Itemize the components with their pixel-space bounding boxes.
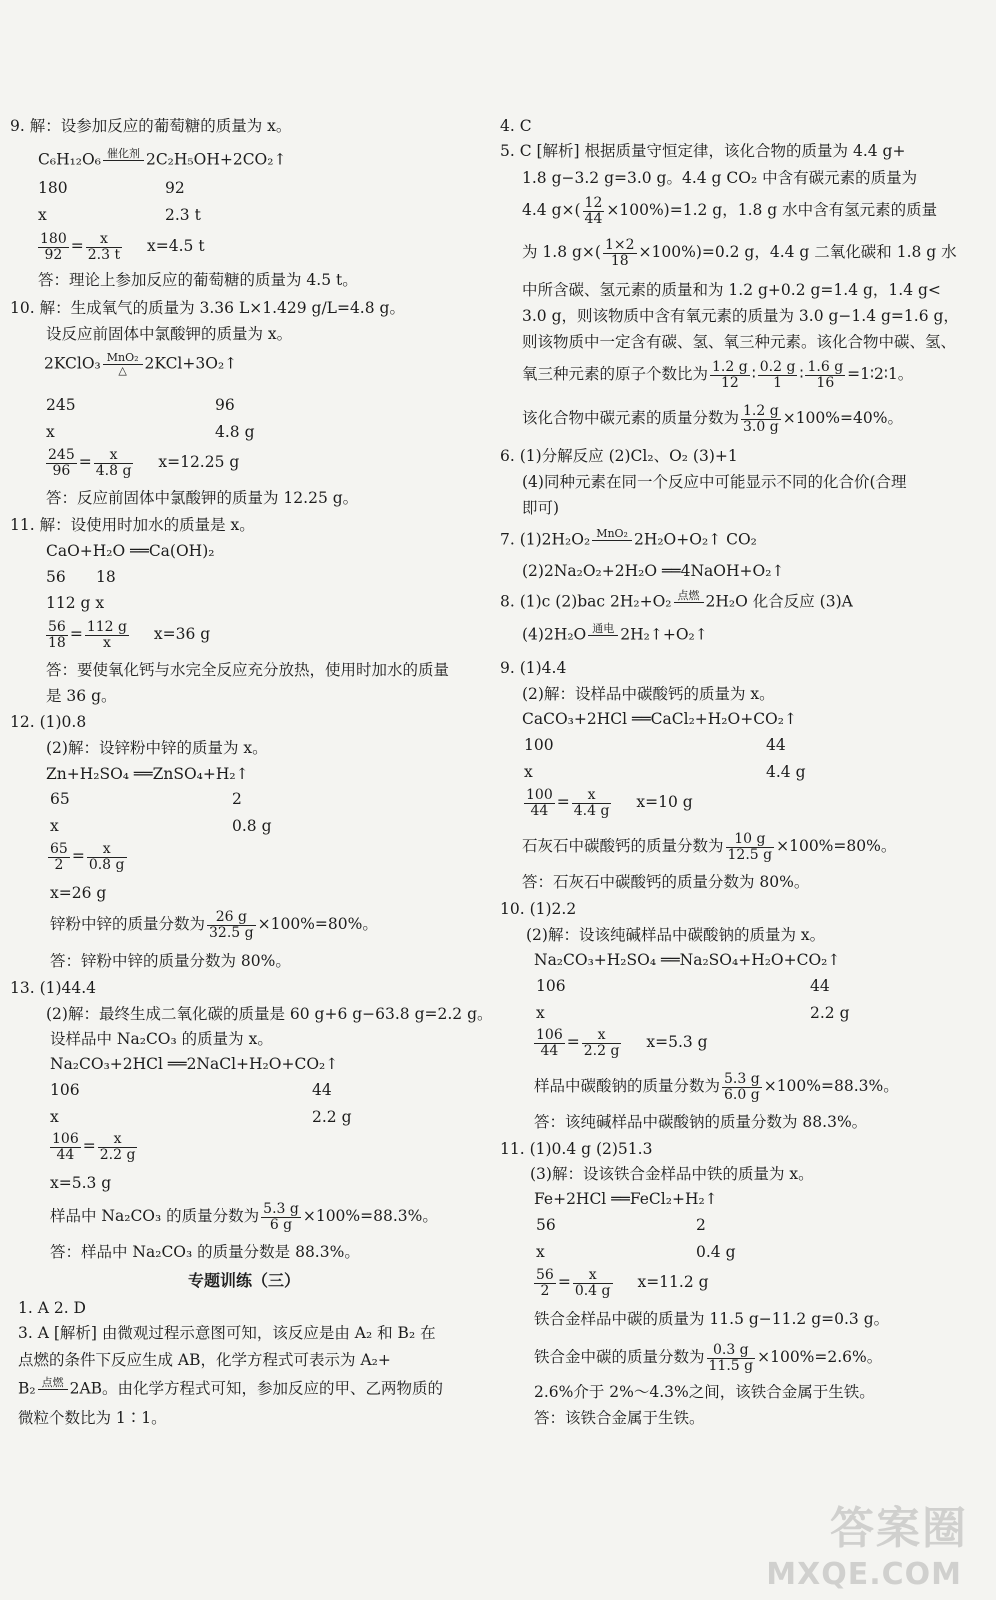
q5-line-4 [522, 238, 957, 268]
q9r-mass-b2: 4.4 g [766, 763, 806, 781]
condition-top: 点燃 [38, 1377, 68, 1390]
watermark-top: 答案圈 [830, 1503, 968, 1554]
fraction [534, 1268, 556, 1298]
q10-head: 10. 解：生成氧气的质量为 3.36 L×1.429 g/L=4.8 g。 [10, 299, 405, 317]
fraction [741, 404, 781, 434]
numerator: 245 [48, 447, 75, 463]
reaction-condition [103, 352, 143, 377]
numerator: x [572, 788, 612, 804]
numerator: 56 [48, 619, 66, 635]
percent-label: 铁合金中碳的质量分数为 [534, 1348, 705, 1367]
numerator: 180 [40, 231, 67, 247]
q10r-answer: 答：该纯碱样品中碳酸钠的质量分数为 88.3%。 [534, 1113, 868, 1131]
q7-line-1 [500, 528, 757, 553]
q9r-mass-a1: 100 [524, 736, 554, 754]
q9r-percent [522, 832, 896, 862]
denominator: 44 [540, 1042, 559, 1059]
fraction [261, 1202, 301, 1232]
q10r-proportion: $\frac{106}{44}$ = $\frac{x}{2.2 g}$ x=5.3 g [536, 1027, 708, 1059]
numerator: 0.2 g [759, 359, 796, 375]
q11r-mass-a1: 56 [536, 1216, 556, 1234]
denominator: 0.8 g [88, 856, 125, 873]
reaction-condition [588, 623, 618, 648]
q10r-mass-a1: 106 [536, 977, 566, 995]
numerator: x [86, 232, 122, 248]
q5-text: =1∶2∶1。 [847, 365, 914, 384]
condition-top: 催化剂 [103, 148, 144, 161]
q13-answer: 答：样品中 Na₂CO₃ 的质量分数是 88.3%。 [50, 1243, 360, 1261]
fraction [726, 832, 775, 862]
q11r-mass-b2: 0.4 g [696, 1243, 736, 1261]
q11r-answer: 答：该铁合金属于生铁。 [534, 1409, 705, 1427]
denominator: 18 [48, 634, 66, 651]
denominator: 2.3 t [87, 246, 121, 263]
q11r-mass-a2: x [536, 1243, 545, 1261]
q3-line-4: 微粒个数比为 1∶1。 [18, 1409, 167, 1427]
denominator: 6 g [269, 1216, 293, 1233]
fraction [707, 1343, 756, 1373]
numerator: 112 g [86, 619, 127, 635]
q11-mass-b1: 18 [96, 568, 116, 586]
q13-mass-b2: 2.2 g [312, 1108, 352, 1126]
reaction-condition [592, 528, 632, 553]
fraction [583, 196, 605, 226]
q4-answer: 4. C [500, 117, 532, 135]
q13-mass-b1: 44 [312, 1081, 332, 1099]
q11-result: x=36 g [153, 625, 211, 644]
condition-top: MnO₂ [592, 528, 632, 541]
fraction [758, 360, 798, 390]
q9r-answer: 答：石灰石中碳酸钙的质量分数为 80%。 [522, 873, 810, 891]
q9-proportion: $\frac{180}{92}$ = $\frac{x}{2.3 t}$ x=4.5 t [40, 231, 205, 263]
fraction [48, 842, 70, 872]
q12-equation: Zn+H₂SO₄ ══ZnSO₄+H₂↑ [46, 765, 249, 783]
q5-line-2: 1.8 g−3.2 g=3.0 g。4.4 g CO₂ 中含有碳元素的质量为 [522, 169, 918, 187]
q5-line-1: 5. C [解析] 根据质量守恒定律，该化合物的质量为 4.4 g+ [500, 142, 906, 160]
fraction [603, 238, 637, 268]
denominator: 32.5 g [209, 924, 254, 941]
q12-result: x=26 g [50, 884, 107, 902]
fraction [572, 788, 612, 818]
percent-label: 石灰石中碳酸钙的质量分数为 [522, 837, 724, 856]
numerator: 1.2 g [712, 359, 748, 375]
eq-lhs: (4)2H₂O [522, 625, 587, 644]
q13-part2: (2)解：最终生成二氧化碳的质量是 60 g+6 g−63.8 g=2.2 g。 [46, 1005, 493, 1023]
q11r-carbon: 铁合金样品中碳的质量为 11.5 g−11.2 g=0.3 g。 [534, 1310, 890, 1328]
q9r-proportion: $\frac{100}{44}$ = $\frac{x}{4.4 g}$ x=10 g [526, 787, 693, 819]
numerator: 65 [50, 841, 68, 857]
denominator: 18 [610, 252, 629, 269]
numerator: x [582, 1028, 622, 1044]
denominator: 12 [720, 374, 739, 391]
denominator: 16 [816, 374, 835, 391]
q5-text: ×100%=40%。 [782, 409, 903, 428]
q7-line-2: (2)2Na₂O₂+2H₂O ══4NaOH+O₂↑ [522, 562, 785, 580]
q5-text: ×100%)=0.2 g，4.4 g 二氧化碳和 1.8 g 水 [638, 243, 957, 262]
denominator: 3.0 g [743, 418, 779, 435]
fraction [534, 1028, 565, 1058]
eq-lhs: B₂ [18, 1379, 36, 1398]
condition-bottom: △ [118, 364, 127, 377]
q10-mass-b1: 96 [215, 396, 235, 414]
q11r-equation: Fe+2HCl ══FeCl₂+H₂↑ [534, 1190, 718, 1208]
q11r-range: 2.6%介于 2%～4.3%之间，该铁合金属于生铁。 [534, 1383, 875, 1401]
fraction [524, 788, 555, 818]
fraction [710, 360, 750, 390]
reaction-condition [103, 148, 144, 173]
percent-label: 样品中 Na₂CO₃ 的质量分数为 [50, 1207, 260, 1226]
q11-equation: CaO+H₂O ══Ca(OH)₂ [46, 542, 215, 560]
q10-set: 设反应前固体中氯酸钾的质量为 x。 [46, 325, 293, 343]
q5-text: 4.4 g×( [522, 201, 581, 220]
numerator: 106 [536, 1027, 563, 1043]
q11r-head: 11. (1)0.4 g (2)51.3 [500, 1140, 653, 1158]
q9-mass-a1: 180 [38, 179, 68, 197]
fraction [50, 1132, 81, 1162]
q5-line-6: 3.0 g，则该物质中含有氧元素的质量为 3.0 g−1.4 g=1.6 g， [522, 307, 959, 325]
q13-set: 设样品中 Na₂CO₃ 的质量为 x。 [50, 1030, 273, 1048]
fraction [98, 1132, 138, 1162]
q8-line-1 [500, 590, 853, 615]
condition-top: MnO₂ [103, 352, 143, 365]
q8-line-2 [522, 623, 708, 648]
q13-percent [50, 1202, 438, 1232]
q13-proportion: $\frac{106}{44}$ = $\frac{x}{2.2 g}$ [52, 1131, 136, 1163]
q10-answer: 答：反应前固体中氯酸钾的质量为 12.25 g。 [46, 489, 359, 507]
q11r-result: x=11.2 g [637, 1273, 709, 1292]
watermark-logo [768, 1492, 968, 1592]
q11-answer-1: 答：要使氧化钙与水完全反应充分放热，使用时加水的质量 [46, 661, 450, 679]
q5-text: 该化合物中碳元素的质量分数为 [522, 409, 740, 428]
q10r-mass-b1: 44 [810, 977, 830, 995]
q13-mass-a1: 106 [50, 1081, 80, 1099]
percent-result: ×100%=80%。 [776, 837, 897, 856]
q1-q2-answers: 1. A 2. D [18, 1299, 86, 1317]
eq-lhs: C₆H₁₂O₆ [38, 150, 101, 169]
percent-label: 锌粉中锌的质量分数为 [50, 915, 206, 934]
q10r-percent [534, 1072, 899, 1102]
q11r-part3: (3)解：设该铁合金样品中铁的质量为 x。 [530, 1165, 814, 1183]
denominator: 92 [44, 246, 63, 263]
q10r-result: x=5.3 g [646, 1033, 708, 1052]
percent-result: ×100%=80%。 [257, 915, 378, 934]
q5-text: ×100%)=1.2 g，1.8 g 水中含有氢元素的质量 [606, 201, 938, 220]
q10r-mass-a2: x [536, 1004, 545, 1022]
q6-line-1: 6. (1)分解反应 (2)Cl₂、O₂ (3)+1 [500, 447, 738, 465]
q9-equation [38, 148, 286, 173]
eq-rhs: 2H₂O 化合反应 (3)A [705, 592, 853, 611]
fraction [207, 910, 256, 940]
q3-line-2: 点燃的条件下反应生成 AB，化学方程式可表示为 A₂+ [18, 1351, 391, 1369]
numerator: 1×2 [604, 237, 635, 253]
eq-lhs: 8. (1)c (2)bac 2H₂+O₂ [500, 592, 672, 611]
q11-proportion: $\frac{56}{18}$ = $\frac{112 g}{x}$ x=36 g [48, 619, 211, 651]
q9-mass-b1: 92 [165, 179, 185, 197]
numerator: 12 [584, 195, 603, 211]
denominator: 2.2 g [583, 1042, 620, 1059]
denominator: 44 [530, 802, 549, 819]
numerator: x [94, 448, 134, 464]
fraction [722, 1072, 762, 1102]
denominator: 1 [773, 374, 783, 391]
q5-line-5: 中所含碳、氢元素的质量和为 1.2 g+0.2 g=1.4 g，1.4 g< [522, 281, 941, 299]
q10r-head: 10. (1)2.2 [500, 900, 577, 918]
reaction-condition [674, 590, 704, 615]
q10r-mass-b2: 2.2 g [810, 1004, 850, 1022]
reaction-condition [38, 1377, 68, 1402]
eq-lhs: 2KClO₃ [44, 354, 101, 373]
q10r-equation: Na₂CO₃+H₂SO₄ ══Na₂SO₄+H₂O+CO₂↑ [534, 951, 841, 969]
denominator: 12.5 g [727, 846, 773, 863]
q9r-head: 9. (1)4.4 [500, 659, 567, 677]
denominator: 2.2 g [99, 1146, 136, 1163]
q10-result: x=12.25 g [158, 453, 240, 472]
fraction [86, 232, 122, 262]
q11-mass-row2: 112 g x [46, 594, 105, 612]
q9-answer: 答：理论上参加反应的葡萄糖的质量为 4.5 t。 [38, 271, 358, 289]
fraction [87, 842, 127, 872]
numerator: 0.3 g [707, 1343, 756, 1359]
q12-answer: 答：锌粉中锌的质量分数为 80%。 [50, 952, 291, 970]
eq-rhs: 2H₂↑+O₂↑ [620, 625, 708, 644]
q11-mass-a1: 56 [46, 568, 66, 586]
denominator: 4.8 g [95, 462, 132, 479]
percent-result: ×100%=88.3%。 [302, 1207, 438, 1226]
denominator: 44 [56, 1146, 75, 1163]
q12-mass-a2: x [50, 817, 59, 835]
q11r-mass-b1: 2 [696, 1216, 706, 1234]
numerator: x [573, 1268, 613, 1284]
q12-percent [50, 910, 378, 940]
q12-head: 12. (1)0.8 [10, 713, 87, 731]
q6-line-2: (4)同种元素在同一个反应中可能显示不同的化合价(合理 [522, 473, 907, 491]
q12-mass-b1: 2 [232, 790, 242, 808]
fraction [38, 232, 69, 262]
fraction [582, 1028, 622, 1058]
q10-proportion: $\frac{245}{96}$ = $\frac{x}{4.8 g}$ x=12.25 g [48, 447, 240, 479]
denominator: 4.4 g [573, 802, 610, 819]
fraction [85, 620, 129, 650]
q12-part2: (2)解：设锌粉中锌的质量为 x。 [46, 739, 268, 757]
numerator: 5.3 g [724, 1071, 760, 1087]
q3-text: 2AB。由化学方程式可知，参加反应的甲、乙两物质的 [69, 1379, 444, 1398]
watermark-bottom: MXQE.COM [766, 1557, 962, 1592]
q12-mass-b2: 0.8 g [232, 817, 272, 835]
denominator: 2 [540, 1282, 550, 1299]
q9r-part2: (2)解：设样品中碳酸钙的质量为 x。 [522, 685, 775, 703]
denominator: 96 [52, 462, 71, 479]
q9r-equation: CaCO₃+2HCl ══CaCl₂+H₂O+CO₂↑ [522, 710, 797, 728]
q10-equation [44, 352, 237, 377]
fraction [46, 448, 77, 478]
q5-text: 氧三种元素的原子个数比为 [522, 365, 709, 384]
q11-answer-2: 是 36 g。 [46, 687, 117, 705]
q13-mass-a2: x [50, 1108, 59, 1126]
percent-result: ×100%=2.6%。 [757, 1348, 883, 1367]
q11r-proportion: $\frac{56}{2}$ = $\frac{x}{0.4 g}$ x=11.2 g [536, 1267, 709, 1299]
condition-top: 通电 [588, 623, 618, 636]
q12-mass-a1: 65 [50, 790, 70, 808]
fraction [805, 360, 845, 390]
eq-lhs: 7. (1)2H₂O₂ [500, 530, 591, 549]
q9-result: x=4.5 t [147, 237, 205, 256]
denominator: 44 [584, 210, 603, 227]
condition-top: 点燃 [674, 590, 704, 603]
percent-result: ×100%=88.3%。 [763, 1077, 899, 1096]
q10-mass-a1: 245 [46, 396, 76, 414]
q10-mass-b2: 4.8 g [215, 423, 255, 441]
denominator: x [102, 634, 111, 651]
q5-line-8: 氧三种元素的原子个数比为 $\frac{1.2 g}{12}$ ∶ $\frac{0.2 g}{1}$ ∶ $\frac{1.6 g}{16}$ =1∶2∶1。 [522, 359, 914, 391]
q3-line-1: 3. A [解析] 由微观过程示意图可知，该反应是由 A₂ 和 B₂ 在 [18, 1324, 436, 1342]
q13-result: x=5.3 g [50, 1174, 112, 1192]
numerator: 10 g [726, 832, 775, 848]
q9-mass-a2: x [38, 206, 47, 224]
denominator: 6.0 g [724, 1086, 760, 1103]
eq-rhs: 2H₂O+O₂↑ CO₂ [633, 530, 757, 549]
numerator: 1.6 g [807, 359, 844, 375]
denominator: 0.4 g [574, 1282, 611, 1299]
q13-head: 13. (1)44.4 [10, 979, 97, 997]
q11r-percent [534, 1343, 882, 1373]
numerator: x [87, 842, 127, 858]
q11-head: 11. 解：设使用时加水的质量是 x。 [10, 516, 255, 534]
q13-equation: Na₂CO₃+2HCl ══2NaCl+H₂O+CO₂↑ [50, 1055, 339, 1073]
fraction [94, 448, 134, 478]
q9r-mass-a2: x [524, 763, 533, 781]
eq-rhs: 2C₂H₅OH+2CO₂↑ [145, 150, 287, 169]
eq-rhs: 2KCl+3O₂↑ [144, 354, 238, 373]
q5-line-7: 则该物质中一定含有碳、氢、氧三种元素。该化合物中碳、氢、 [522, 333, 957, 351]
q5-text: 为 1.8 g×( [522, 243, 601, 262]
q9-head: 9. 解：设参加反应的葡萄糖的质量为 x。 [10, 117, 292, 135]
fraction [573, 1268, 613, 1298]
q9r-mass-b1: 44 [766, 736, 786, 754]
q5-line-9 [522, 404, 903, 434]
numerator: 26 g [207, 910, 256, 926]
q3-line-3 [18, 1377, 443, 1402]
fraction [46, 620, 68, 650]
numerator: 106 [52, 1131, 79, 1147]
q9-mass-b2: 2.3 t [165, 206, 201, 224]
denominator: 2 [54, 856, 64, 873]
q5-line-3 [522, 196, 937, 226]
section-title: 专题训练（三） [188, 1271, 301, 1290]
percent-label: 样品中碳酸钠的质量分数为 [534, 1077, 721, 1096]
numerator: 1.2 g [743, 403, 779, 419]
q10-mass-a2: x [46, 423, 55, 441]
numerator: 5.3 g [263, 1201, 299, 1217]
numerator: x [98, 1132, 138, 1148]
denominator: 11.5 g [708, 1357, 754, 1374]
numerator: 100 [526, 787, 553, 803]
q10r-part2: (2)解：设该纯碱样品中碳酸钠的质量为 x。 [526, 926, 826, 944]
q6-line-3: 即可) [522, 499, 560, 517]
numerator: 56 [536, 1267, 554, 1283]
q12-proportion: $\frac{65}{2}$ = $\frac{x}{0.8 g}$ [50, 841, 125, 873]
q9r-result: x=10 g [636, 793, 693, 812]
